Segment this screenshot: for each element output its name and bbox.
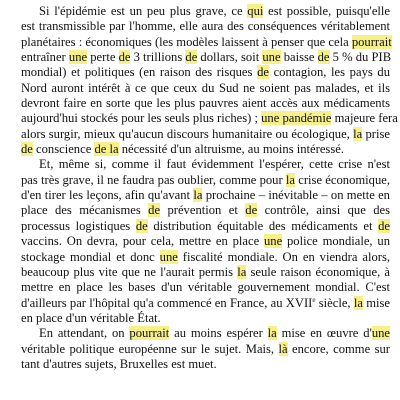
text-segment: contagion, les pays du xyxy=(268,65,391,80)
text-line xyxy=(21,81,390,96)
text-segment: En attendant, on xyxy=(39,326,130,341)
text-line xyxy=(21,280,390,295)
text-segment: tant d'autres sujets, Bruxelles est muet. xyxy=(21,356,217,371)
text-segment: est possible, puisqu'elle xyxy=(263,4,390,18)
text-line xyxy=(21,342,390,357)
text-segment: planétaires : économiques (les modèles laissent à penser que cela xyxy=(21,34,352,49)
text-segment: devront faire en sorte que les plus pauvres aient accès aux médicaments xyxy=(21,96,390,111)
text-line xyxy=(21,19,390,34)
text-segment: fiscalité mondiale. On en viendra alors, xyxy=(177,249,391,264)
text-segment: Si l'épidémie est un peu plus grave, ce xyxy=(39,4,248,18)
text-segment: prévention et xyxy=(160,203,246,218)
highlighted-word: de la xyxy=(94,142,119,157)
highlighted-word: la xyxy=(267,326,277,341)
highlighted-word: la xyxy=(285,172,296,187)
text-line xyxy=(21,265,390,280)
highlighted-word: une xyxy=(264,234,283,249)
highlighted-word: une xyxy=(159,249,178,264)
highlighted-word: de xyxy=(21,142,33,157)
highlighted-word: de xyxy=(135,218,148,233)
text-segment: entraîner xyxy=(21,50,69,65)
text-segment: majeure fera xyxy=(331,111,398,126)
text-line xyxy=(21,234,390,249)
text-segment: alors surgir, mieux qu'aucun discours humanitaire ou écologique, xyxy=(21,126,354,141)
text-line xyxy=(21,142,390,157)
text-segment: distribution équitable des médicaments et xyxy=(147,218,379,233)
text-segment: baisse xyxy=(280,50,318,65)
text-segment: est transmissible par l'homme, elle aura des conséquences véritablement xyxy=(21,19,390,34)
text-line xyxy=(21,357,390,372)
text-segment: prochaine – inévitable – on mette en xyxy=(202,188,390,203)
text-line xyxy=(21,111,398,126)
text-line xyxy=(21,173,390,188)
text-segment: police mondiale, un xyxy=(282,234,390,249)
highlighted-word: la xyxy=(193,188,203,203)
highlighted-word: la xyxy=(353,126,363,141)
text-line xyxy=(21,203,390,218)
text-segment: stockage mondial et donc xyxy=(21,249,160,264)
text-line xyxy=(21,326,390,341)
text-segment: d'en tirer les leçons, afin qu'avant xyxy=(21,188,194,203)
text-segment: 3 trillions xyxy=(130,50,186,65)
highlighted-word: pourrait xyxy=(129,326,170,341)
text-segment: vaccins. On devra, pour cela, mettre en place xyxy=(21,234,264,249)
highlighted-word: pourrait xyxy=(351,34,392,49)
text-segment: nécessité d'un altruisme, au moins intéressé. xyxy=(118,142,344,157)
text-segment: mondial) et politiques (en raison des risques xyxy=(21,65,258,80)
highlighted-word: de xyxy=(378,218,390,233)
text-segment: véritable politique européenne sur le sujet. Mais, xyxy=(21,341,279,356)
text-segment: Nord auront intérêt à ce que ceux du Sud ne soient pas malades, et ils xyxy=(21,80,390,95)
superscript: e xyxy=(312,295,316,304)
text-line xyxy=(21,188,390,203)
highlighted-word: la xyxy=(237,264,247,279)
highlighted-word: une xyxy=(371,326,390,341)
highlighted-word: de xyxy=(185,50,198,65)
text-line xyxy=(21,35,390,50)
text-segment: seule raison économique, à xyxy=(246,264,390,279)
highlighted-word: de xyxy=(317,50,330,65)
text-segment: mise xyxy=(362,295,390,310)
highlighted-word: la xyxy=(353,295,363,310)
highlighted-word: qui xyxy=(247,4,264,18)
text-segment: contrôle, ainsi que des xyxy=(257,203,390,218)
highlighted-word: de xyxy=(245,203,258,218)
text-segment: aujourd'hui stockés pour les seuls plus riches) ; xyxy=(21,111,262,126)
text-line xyxy=(21,4,390,19)
text-segment: conscience xyxy=(32,142,95,157)
text-segment: beaucoup plus vite que ne l'aurait permis xyxy=(21,264,238,279)
text-segment: perte xyxy=(87,50,119,65)
text-line xyxy=(21,296,390,311)
text-segment: mettre en place les bases d'un véritable gouvernement mondial. C'est xyxy=(21,280,390,295)
highlighted-word: là xyxy=(278,341,288,356)
text-segment: en place d'un véritable État. xyxy=(21,310,161,325)
highlighted-word: une xyxy=(68,50,88,65)
text-line xyxy=(21,157,390,172)
text-segment: dollars, soit xyxy=(197,50,263,65)
text-segment: crise économique, xyxy=(295,172,390,187)
highlighted-word: de xyxy=(148,203,161,218)
highlighted-word: une pandémie xyxy=(261,111,332,126)
text-segment: siècle, xyxy=(315,295,354,310)
text-line xyxy=(21,219,390,234)
text-segment: prise xyxy=(362,126,390,141)
text-segment: au moins espérer xyxy=(169,326,268,341)
text-segment: processus logistiques xyxy=(21,218,136,233)
text-line xyxy=(21,127,390,142)
text-line xyxy=(21,311,390,326)
highlighted-word: une xyxy=(262,50,281,65)
highlighted-word: de xyxy=(118,50,131,65)
text-line xyxy=(21,50,390,65)
document-text xyxy=(21,4,398,372)
text-segment: mise en œuvre d' xyxy=(276,326,372,341)
text-segment: 5 % du PIB xyxy=(329,50,392,65)
text-segment: place des mécanismes xyxy=(21,203,149,218)
highlighted-word: de xyxy=(257,65,269,80)
text-line xyxy=(21,96,390,111)
text-segment: encore, comme sur xyxy=(287,341,390,356)
text-line xyxy=(21,250,390,265)
text-segment: d'ailleurs par l'hôpital qu'a commencé en France, au XVII xyxy=(21,295,313,310)
text-line xyxy=(21,65,390,80)
text-segment: pas très grave, il ne faudra pas oublier, comme pour xyxy=(21,172,286,187)
text-segment: Et, même si, comme il faut évidemment l'espérer, cette crise n'est xyxy=(39,157,390,172)
